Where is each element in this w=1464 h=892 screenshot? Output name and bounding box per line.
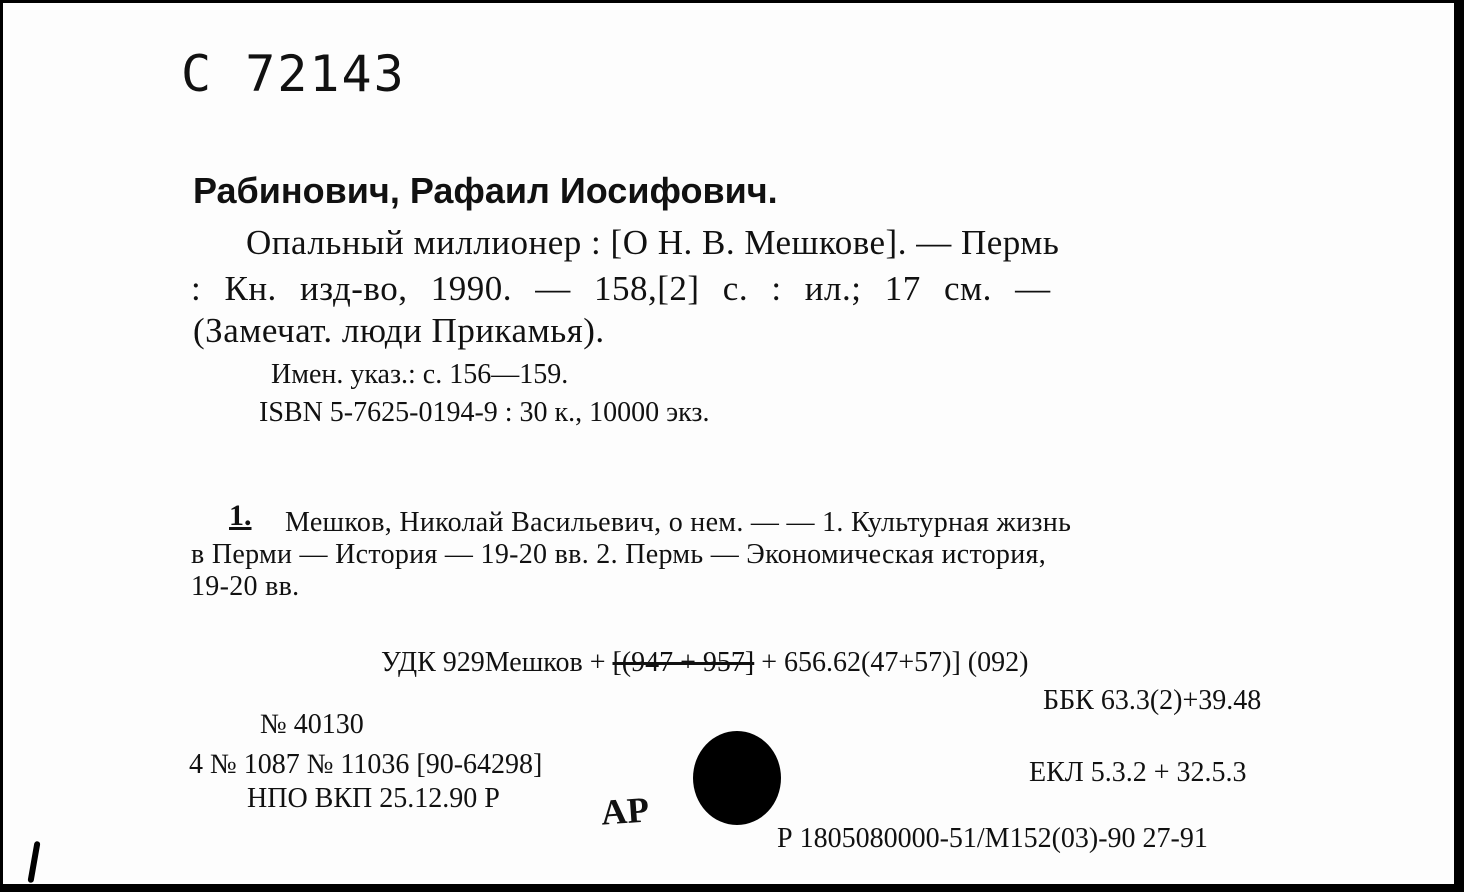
udk-prefix: УДК 929Мешков + xyxy=(381,647,606,678)
tracing-line-1: Мешков, Николай Васильевич, о нем. — — 1. Культурная жизнь xyxy=(285,507,1072,538)
index-note: Имен. указ.: с. 156—159. xyxy=(271,359,569,390)
udk-struck-text: [(947 + 957] xyxy=(612,647,755,678)
isbn-note: ISBN 5-7625-0194-9 : 30 к., 10000 экз. xyxy=(259,397,710,428)
tracing-line-3: 19-20 вв. xyxy=(191,571,300,602)
call-number: С 72143 xyxy=(181,45,406,103)
bbk-classification: ББК 63.3(2)+39.48 xyxy=(1043,685,1262,716)
pen-mark xyxy=(27,841,40,883)
npo-line: НПО ВКП 25.12.90 Р xyxy=(247,783,500,814)
overprint-stamp: АР xyxy=(599,789,651,833)
order-line: 4 № 1087 № 11036 [90-64298] xyxy=(189,749,543,780)
udk-suffix: + 656.62(47+57)] (092) xyxy=(761,647,1029,678)
tracing-mark: 1. xyxy=(229,499,252,532)
accession-number: № 40130 xyxy=(260,709,364,740)
title-line-1: Опальный миллионер : [О Н. В. Мешкове]. — Пермь xyxy=(246,223,1060,262)
author-heading: Рабинович, Рафаил Иосифович. xyxy=(193,170,778,211)
title-line-2: : Кн. изд-во, 1990. — 158,[2] с. : ил.; 17 см. — xyxy=(191,269,1051,308)
production-code: Р 1805080000-51/М152(03)-90 27-91 xyxy=(777,823,1208,854)
udk-classification xyxy=(381,649,1028,677)
ekl-classification: ЕКЛ 5.3.2 + 32.5.3 xyxy=(1029,757,1247,788)
title-line-3: (Замечат. люди Прикамья). xyxy=(193,311,605,350)
tracing-line-2: в Перми — История — 19-20 вв. 2. Пермь — Экономическая история, xyxy=(191,539,1046,570)
punch-hole xyxy=(693,731,781,825)
